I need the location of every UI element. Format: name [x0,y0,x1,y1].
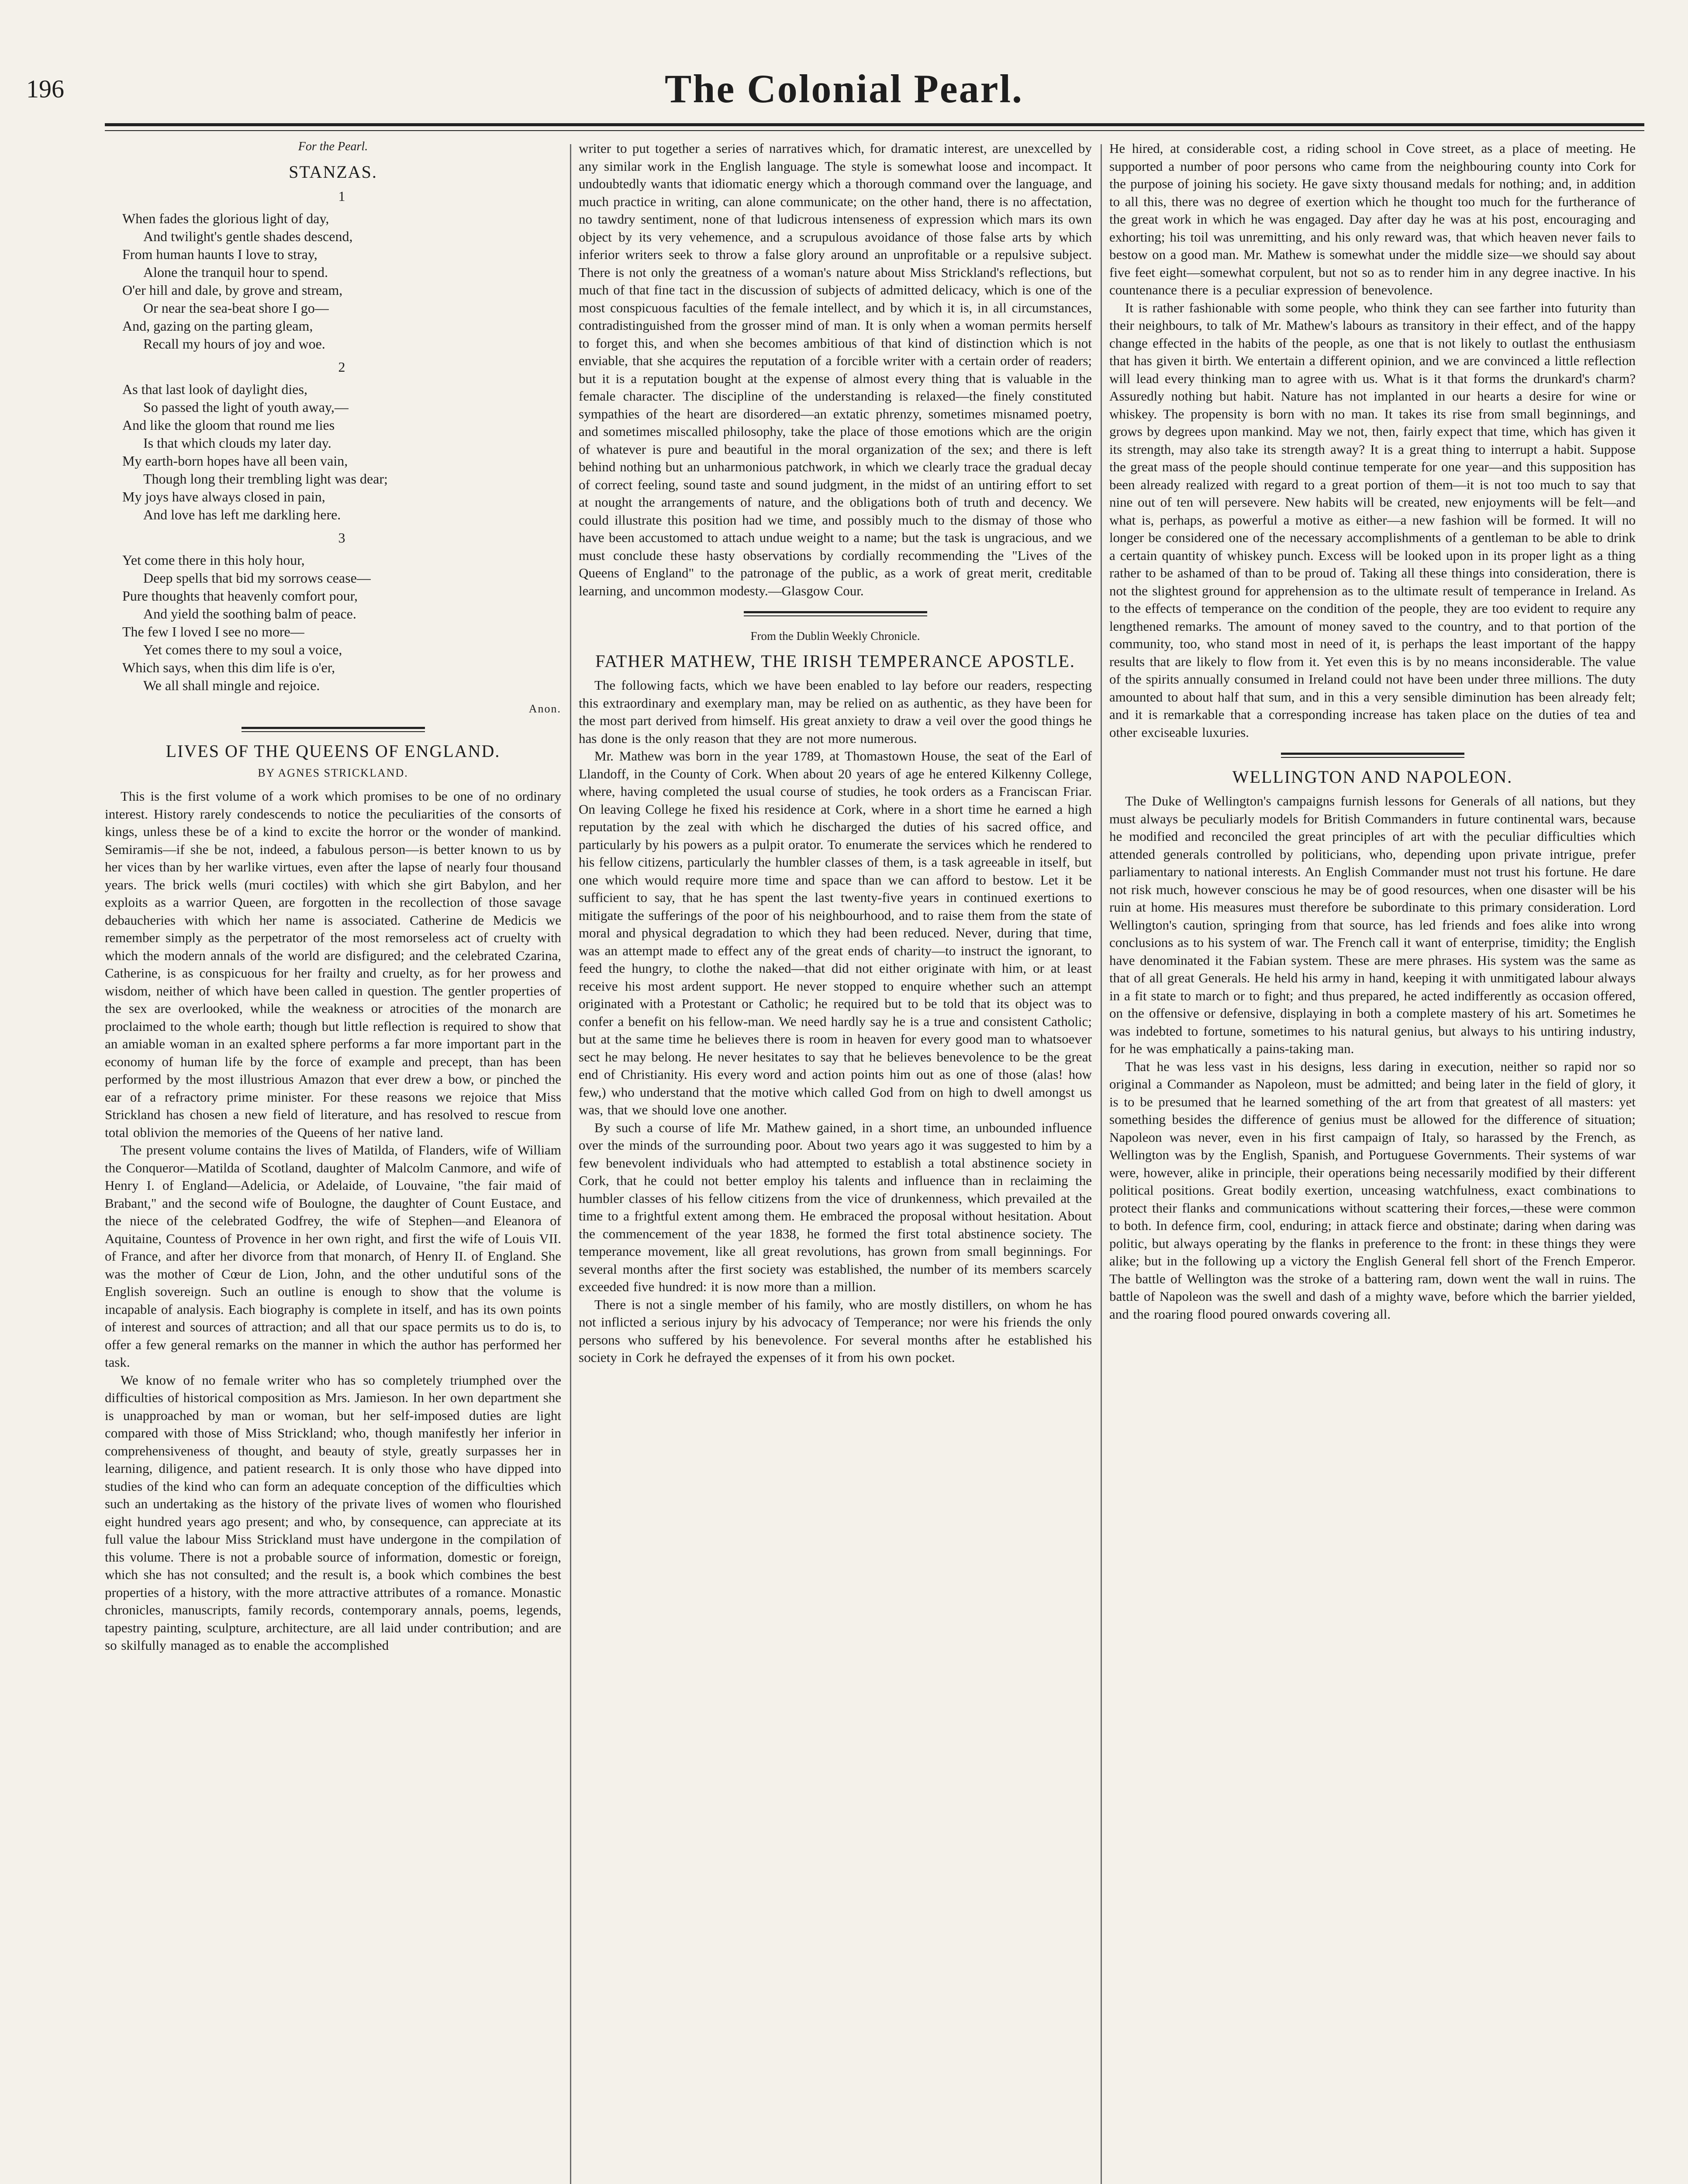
poem-line: Yet come there in this holy hour, [122,552,305,568]
article-paragraph: The following facts, which we have been enabled to lay before our readers, respecting this extraordinary and exemplary man, may be relied on as authentic, as they have been for the most part derived from himself. His great anxiety to draw a veil over the good things he has done is the only reason that they are not more numerous. [579,677,1092,746]
poem-line: And love has left me darkling here. [143,507,341,522]
article-byline: BY AGNES STRICKLAND. [258,767,408,779]
poem-line: From human haunts I love to stray, [122,246,318,262]
poem-title: STANZAS. [289,162,377,182]
article-paragraph: The present volume contains the lives of Matilda, of Flanders, wife of William the Conqueror—Matilda of Scotland, daughter of Malcolm Canmore, and wife of Henry I. of England—Adelicia, or Adelaide, of Louvaine, "the fair maid of Brabant," and the second wife of Boulogne, the daughter of Count Eustace, and the niece of the celebrated Godfrey, the wife of Stephen—and Eleanora of Aquitaine, Countess of Provence in her own right, and first the wife of Louis VII. of France, and after her divorce from that monarch, of Henry II. of England. She was the mother of Cœur de Lion, John, and the other undutiful sons of the English sovereign. Such an outline is enough to show that the volume is incapable of analysis. Each biography is complete in itself, and has its own points of interest and sources of attraction; and all that our space permits us to do is, to offer a few general remarks on the manner in which the author has performed her task. [105,1142,561,1370]
article-paragraph: This is the first volume of a work which promises to be one of no ordinary interest. History rarely condescends to notice the peculiarities of the consorts of kings, unless these be of a kind to excite the horror or the wonder of mankind. Semiramis—if she be not, indeed, a fabulous person—is better known to us by her vices than by her warlike virtues, even after the lapse of nearly four thousand years. The brick wells (muri coctiles) with which she girt Babylon, and her exploits as a warrior Queen, are forgotten in the recollection of those savage debaucheries with which her name is associated. Catherine de Medicis we remember simply as the perpetrator of the most remorseless act of cruelty with which the modern annals of the world are disfigured; and the celebrated Czarina, Catherine, is as conspicuous for her frailty and cruelty, as for her prowess and wisdom, neither of which have been called in question. The gentler properties of the sex are overlooked, while the weakness or atrocities of the monarch are proclaimed to the whole earth; though but little reflection is required to show that an amiable woman in an exalted sphere performs a far more important part in the economy of human life by the force of example and precept, than has been performed by the most illustrious Amazon that ever drew a bow, or pinched the ear of a refractory prime minister. For these reasons we rejoice that Miss Strickland has chosen a new field of literature, and has resolved to rescue from total oblivion the memories of the Queens of her native land. [105,788,561,1140]
poem-line: As that last look of daylight dies, [122,381,307,397]
poem-line: Yet comes there to my soul a voice, [143,642,342,657]
poem-line: And twilight's gentle shades descend, [143,228,353,244]
article-paragraph: It is rather fashionable with some people, who think they can see farther into futurity than their neighbours, to talk of Mr. Mathew's labours as transitory in their effect, and of the happy change effected in the habits of the people, as one that is not likely to outlast the enthusiasm that has given it birth. We entertain a different opinion, and we are convinced a little reflection will lead every thinking man to agree with us. What is it that forms the drunkard's charm? Assuredly nothing but habit. Nature has not implanted in our hearts a desire for wine or whiskey. The propensity is born with no man. It takes its rise from small beginnings, and grows by degrees upon mankind. May we not, then, fairly expect that time, which has given it its strength, may also take its strength away? It is a great thing to interrupt a habit. Suppose the great mass of the people should continue temperate for one year—and this supposition has been already realized with regard to a great portion of them—it is not too much to say that nine out of ten will persevere. New habits will be created, new enjoyments will be felt—and what is, perhaps, as powerful a motive as either—a new fashion will be formed. It will no longer be considered one of the necessary accomplishments of a gentleman to be able to drink a certain quantity of whiskey punch. Excess will be looked upon in its proper light as a thing rather to be ashamed of than to be proud of. Taking all these things into consideration, there is not the slightest ground for apprehension as to the ultimate result of temperance in Ireland. As to the effects of temperance on the condition of the people, they are too evident to require any lengthened remarks. The amount of money saved to the country, and to that portion of the community, too, who stand most in need of it, is perhaps the least important of the happy results that are likely to flow from it. Yet even this is by no means inconsiderable. The value of the spirits annually consumed in Ireland could not have been under three millions. The duty amounted to about half that sum, and in this a very sensible diminution has been already felt; and it is remarkable that a corresponding increase has taken place on the duties of tea and other exciseable luxuries. [1109,300,1636,740]
poem-line: The few I loved I see no more— [122,624,304,639]
column-divider-1 [570,144,571,2184]
poem-line: Deep spells that bid my sorrows cease— [143,570,371,586]
poem-line: Though long their trembling light was dear; [143,471,388,487]
article-title-wellington: WELLINGTON AND NAPOLEON. [1232,767,1513,787]
masthead-rule-thin [105,130,1644,131]
column-right [1109,140,1636,2184]
article-title-mathew: FATHER MATHEW, THE IRISH TEMPERANCE APOSTLE. [595,651,1075,671]
page-number: 196 [26,75,64,103]
poem-line: My joys have always closed in pain, [122,489,325,505]
section-separator [242,727,425,732]
stanza-number: 1 [338,188,345,204]
poem-line: Pure thoughts that heavenly comfort pour, [122,588,358,604]
article-paragraph: There is not a single member of his family, who are mostly distillers, on whom he has not inflicted a serious injury by his advocacy of Temperance; nor were his friends the only persons who suffered by his benevolence. For several months after he established his society in Cork he defrayed the expenses of it from his own pocket. [579,1296,1092,1365]
column-middle [579,140,1092,2184]
stanza-number: 2 [338,359,345,375]
column-divider-2 [1101,144,1102,2184]
poem-line: Alone the tranquil hour to spend. [143,264,328,280]
article-source: From the Dublin Weekly Chronicle. [750,629,920,643]
article-paragraph: Mr. Mathew was born in the year 1789, at Thomastown House, the seat of the Earl of Llandoff, in the County of Cork. When about 20 years of age he entered Kilkenny College, where, having completed the usual course of studies, he took orders as a Franciscan Friar. On leaving College he fixed his residence at Cork, where in a short time he earned a high reputation by the zeal with which he discharged the duties of his sacred office, and particularly by his powers as a pulpit orator. To enumerate the services which he rendered to his fellow citizens, particularly the humbler classes of them, is a task agreeable in itself, but one which would require more time and space than we can afford to bestow. Let it be sufficient to say, that he has spent the last twenty-five years in continued exertions to mitigate the sufferings of the poor of his neighbourhood, and to raise them from the state of moral and physical degradation to which they had been reduced. Never, during that time, was an attempt made to effect any of the great ends of charity—to instruct the ignorant, to feed the hungry, to clothe the naked—that did not either originate with him, or at least receive his most ardent support. He never stopped to enquire whether such an attempt originated with a Protestant or Catholic; he required but to be told that its object was to confer a benefit on his fellow-man. We need hardly say he is a true and consistent Catholic; but at the same time he believes there is room in heaven for every good man to whatsoever sect he may belong. He never hesitates to say that he believes benevolence to be the great end of Christianity. His every word and action points him out as one of those (alas! how few,) who understand that the motive which called God from on high to dwell amongst us was, that we should love one another. [579,748,1092,1117]
poem [105,187,561,695]
poem-line: When fades the glorious light of day, [122,211,329,226]
article-paragraph: We know of no female writer who has so completely triumphed over the difficulties of historical composition as Mrs. Jamieson. In her own department she is unapproached by man or woman, but her self-imposed duties are light compared with those of Miss Strickland; who, though manifestly her inferior in comprehensiveness of thought, and beauty of style, greatly surpasses her in learning, diligence, and patient research. It is only those who have dipped into studies of the kind who can form an adequate conception of the difficulties which such an undertaking as the history of the private lives of women who flourished eight hundred years ago present; and who, by consequence, can appreciate at its full value the labour Miss Strickland must have undergone in the compilation of this volume. There is not a probable source of information, domestic or foreign, which she has not consulted; and the result is, a book which combines the best properties of a history, with the more attractive attributes of a romance. Monastic chronicles, manuscripts, family records, contemporary annals, poems, legends, tapestry painting, sculpture, architecture, are all laid under contribution; and are so skilfully managed as to enable the accomplished [105,1372,561,1653]
poem-signature: Anon. [528,702,561,715]
article-title-queens: LIVES OF THE QUEENS OF ENGLAND. [166,741,501,761]
poem-line: Recall my hours of joy and woe. [143,336,325,352]
masthead: The Colonial Pearl. [664,66,1024,111]
article-paragraph: He hired, at considerable cost, a riding school in Cove street, as a place of meeting. He supported a number of poor persons who came from the neighbouring county into Cork for the purpose of joining his society. He gave sixty thousand medals for nothing; and, in addition to all this, there was no degree of exertion which he thought too much for the furtherance of the great work in which he was engaged. Day after day he was at his post, encouraging and exhorting; his toil was unremitting, and his only reward was, that which heaven never fails to bestow on a good man. Mr. Mathew is somewhat under the middle size—we should say about five feet eight—somewhat corpulent, but not so as to render him in any degree inactive. In his countenance there is a peculiar expression of benevolence. [1109,141,1636,297]
section-separator [744,611,927,616]
poem-line: And like the gloom that round me lies [122,417,335,433]
poem-line: My earth-born hopes have all been vain, [122,453,348,469]
stanza-number: 3 [338,530,345,546]
poem-line: Which says, when this dim life is o'er, [122,660,335,675]
poem-line: O'er hill and dale, by grove and stream, [122,282,343,298]
article-paragraph: writer to put together a series of narratives which, for dramatic interest, are unexcelled by any similar work in the English language. The style is somewhat loose and incompact. It undoubtedly wants that idiomatic energy which a thorough command over the language, and much practice in writing, can alone communicate; on the other hand, there is no affectation, no tawdry sentiment, none of that ludicrous intenseness of expression which mars its own object by its very vehemence, and a scrupulous avoidance of those false arts by which inferior writers seek to throw a false glory around an unprofitable or a repulsive subject. There is not only the greatness of a woman's nature about Miss Strickland's reflections, but much of that fine tact in the discussion of subjects of admitted delicacy, which is one of the most conspicuous faculties of the female intellect, and by which it is, in all circumstances, contradistinguished from the grosser mind of man. It is only when a woman permits herself to forget this, and when she becomes ambitious of that kind of distinction which is not enviable, that she acquires the reputation of a forcible writer with a certain order of readers; but it is a reputation bought at the expense of almost every thing that is valuable in the female character. The discipline of the understanding is relaxed—the finely constituted sympathies of the heart are disordered—an extatic phrenzy, sometimes misnamed poetry, and sometimes miscalled philosophy, take the place of those emotions which are the origin of whatever is pure and beautiful in the moral organization of the sex; and there is left behind nothing but an unharmonious patchwork, in which we clearly trace the gradual decay of correct feeling, sound taste and sound judgment, in the midst of an untiring effort to set at nought the arrangements of nature, and the obligations both of truth and decency. We could illustrate this position had we time, and possibly much to the dismay of those who have been accustomed to attach undue weight to a name; but the task is ungracious, and we must conclude these hasty observations by cordially recommending the "Lives of the Queens of England" to the patronage of the public, as a work of great merit, creditable learning, and uncommon modesty.—Glasgow Cour. [579,141,1092,598]
article-paragraph: The Duke of Wellington's campaigns furnish lessons for Generals of all nations, but they must always be peculiarly models for British Commanders in future continental wars, because he modified and reconciled the great principles of art with the peculiar difficulties which attended generals controlled by politicians, who, depending upon private intrigue, prefer parliamentary to national interests. An English Commander must not trust his fortune. He dare not risk much, however conscious he may be of good resources, when one disaster will be his ruin at home. His measures must therefore be subordinate to this primary consideration. Lord Wellington's caution, springing from that source, has led friends and foes alike into wrong conclusions as to his system of war. The French call it want of enterprise, timidity; the English have denominated it the Fabian system. These are mere phrases. His system was the same as that of all great Generals. He held his army in hand, keeping it with unmitigated labour always in a fit state to march or to fight; and thus prepared, he acted indifferently as occasion offered, on the offensive or defensive, displaying in both a complete mastery of his art. Sometimes he was indebted to fortune, sometimes to his natural genius, but always to his untiring industry, for he was emphatically a pains-taking man. [1109,793,1636,1056]
column-left [105,140,561,2184]
poem-line: So passed the light of youth away,— [143,399,349,415]
poem-line: We all shall mingle and rejoice. [143,677,320,693]
poem-line: Or near the sea-beat shore I go— [143,300,329,316]
masthead-rule-thick [105,123,1644,126]
article-paragraph: By such a course of life Mr. Mathew gained, in a short time, an unbounded influence over the minds of the surrounding poor. About two years ago it was suggested to him by a few benevolent individuals who had attempted to establish a total abstinence society in Cork, that he could not better employ his talents and influence than in reclaiming the humbler classes of his fellow citizens from the vice of drunkenness, which prevailed at the time to a frightful extent among them. He embraced the proposal without hesitation. About the commencement of the year 1838, he formed the first total abstinence society. The temperance movement, like all great revolutions, has grown from small beginnings. For several months after the first society was established, the number of its members scarcely exceeded five hundred: it is now more than a million. [579,1120,1092,1294]
poem-line: And yield the soothing balm of peace. [143,606,356,622]
poem-source: For the Pearl. [298,140,368,153]
section-separator [1281,753,1464,758]
poem-line: Is that which clouds my later day. [143,435,331,451]
article-paragraph: That he was less vast in his designs, less daring in execution, neither so rapid nor so original a Commander as Napoleon, must be admitted; and being later in the field of glory, it is to be presumed that he learned something of the art from that greatest of all masters: yet something besides the difference of genius must be allowed for the difference of situation; Napoleon was never, even in his first campaign of Italy, so harassed by the French, as Wellington was by the English, Spanish, and Portuguese Governments. Their systems of war were, however, alike in principle, their operations being necessarily modified by their different political positions. Great bodily exertion, unceasing watchfulness, exact combinations to protect their flanks and communications without scattering their forces,—these were common to both. In defence firm, cool, enduring; in attack fierce and obstinate; daring when daring was politic, but always operating by the flanks in preference to the front: in these things they were alike; but in the following up a victory the English General fell short of the French Emperor. The battle of Wellington was the stroke of a battering ram, down went the wall in ruins. The battle of Napoleon was the swell and dash of a mighty wave, before which the barrier yielded, and the roaring flood poured onwards covering all. [1109,1058,1636,1322]
poem-line: And, gazing on the parting gleam, [122,318,313,334]
